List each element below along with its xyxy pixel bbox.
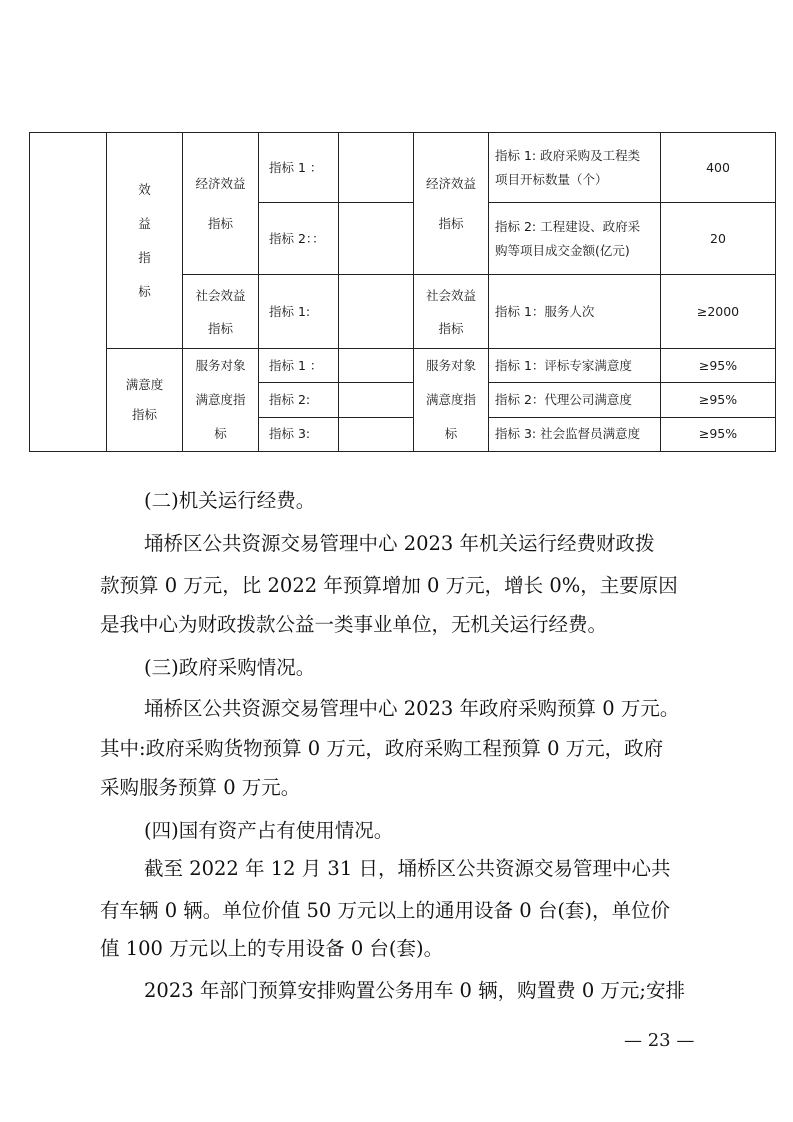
satisfaction-indicator-label: 满意度 指标 bbox=[125, 377, 164, 422]
effect-indicator-label: 效 益 指 标 bbox=[138, 181, 151, 299]
body-text bbox=[100, 0, 695, 1122]
paragraph-line: 埇桥区公共资源交易管理中心 2023 年政府采购预算 0 万元。 bbox=[144, 697, 680, 720]
indicator-bid-count: 指标 1: 政府采购及工程类 项目开标数量（个） bbox=[495, 147, 641, 187]
blank-cell bbox=[30, 133, 107, 452]
paragraph-line: 有车辆 0 辆。单位价值 50 万元以上的通用设备 0 台(套)，单位价 bbox=[100, 899, 671, 922]
economic-benefit-label-right: 经济效益 指标 bbox=[425, 175, 476, 231]
service-target-label: 服务对象 满意度指 标 bbox=[195, 358, 246, 441]
paragraph-line: 是我中心为财政拨款公益一类事业单位，无机关运行经费。 bbox=[100, 613, 608, 636]
left-satisfaction-3: 指标 3: bbox=[269, 426, 311, 442]
paragraph-line: 款预算 0 万元，比 2022 年预算增加 0 万元，增长 0%，主要原因 bbox=[100, 574, 678, 597]
paragraph-line: 采购服务预算 0 万元。 bbox=[100, 776, 301, 799]
left-satisfaction-1: 指标 1 ： bbox=[269, 357, 323, 373]
indicator-transaction-amount: 指标 2: 工程建设、政府采 购等项目成交金额(亿元) bbox=[495, 218, 641, 258]
paragraph-line: 其中:政府采购货物预算 0 万元，政府采购工程预算 0 万元，政府 bbox=[100, 737, 664, 760]
indicator-supervisor-satisfaction: 指标 3: 社会监督员满意度 bbox=[495, 426, 641, 442]
value-service-count: ≥2000 bbox=[696, 303, 740, 319]
left-indicator-social-1: 指标 1: bbox=[269, 303, 311, 319]
service-target-label-right: 服务对象 满意度指 标 bbox=[425, 358, 476, 441]
social-benefit-label-right: 社会效益 指标 bbox=[425, 287, 476, 336]
page-number: — 23 — bbox=[624, 1030, 695, 1051]
value-agency-satisfaction: ≥95% bbox=[698, 391, 738, 407]
indicator-expert-satisfaction: 指标 1：评标专家满意度 bbox=[495, 357, 632, 373]
value-bid-count: 400 bbox=[706, 159, 730, 175]
economic-benefit-label: 经济效益 指标 bbox=[195, 175, 246, 231]
indicator-service-count: 指标 1：服务人次 bbox=[495, 303, 595, 319]
paragraph-line: 截至 2022 年 12 月 31 日，埇桥区公共资源交易管理中心共 bbox=[144, 857, 671, 880]
left-indicator-1: 指标 1 ： bbox=[269, 159, 323, 175]
left-indicator-2: 指标 2：： bbox=[269, 230, 325, 246]
indicator-agency-satisfaction: 指标 2：代理公司满意度 bbox=[495, 391, 632, 407]
section-heading-assets: (四)国有资产占有使用情况。 bbox=[144, 819, 394, 842]
paragraph-line: 埇桥区公共资源交易管理中心 2023 年机关运行经费财政拨 bbox=[144, 532, 655, 555]
value-supervisor-satisfaction: ≥95% bbox=[698, 426, 738, 442]
section-heading-operating-costs: (二)机关运行经费。 bbox=[144, 489, 316, 512]
social-benefit-label: 社会效益 指标 bbox=[195, 287, 246, 336]
paragraph-line: 2023 年部门预算安排购置公务用车 0 辆，购置费 0 万元;安排 bbox=[144, 979, 686, 1002]
section-heading-procurement: (三)政府采购情况。 bbox=[144, 656, 316, 679]
value-transaction-amount: 20 bbox=[710, 230, 726, 246]
left-satisfaction-2: 指标 2: bbox=[269, 391, 311, 407]
value-expert-satisfaction: ≥95% bbox=[698, 357, 738, 373]
paragraph-line: 值 100 万元以上的专用设备 0 台(套)。 bbox=[100, 937, 444, 960]
